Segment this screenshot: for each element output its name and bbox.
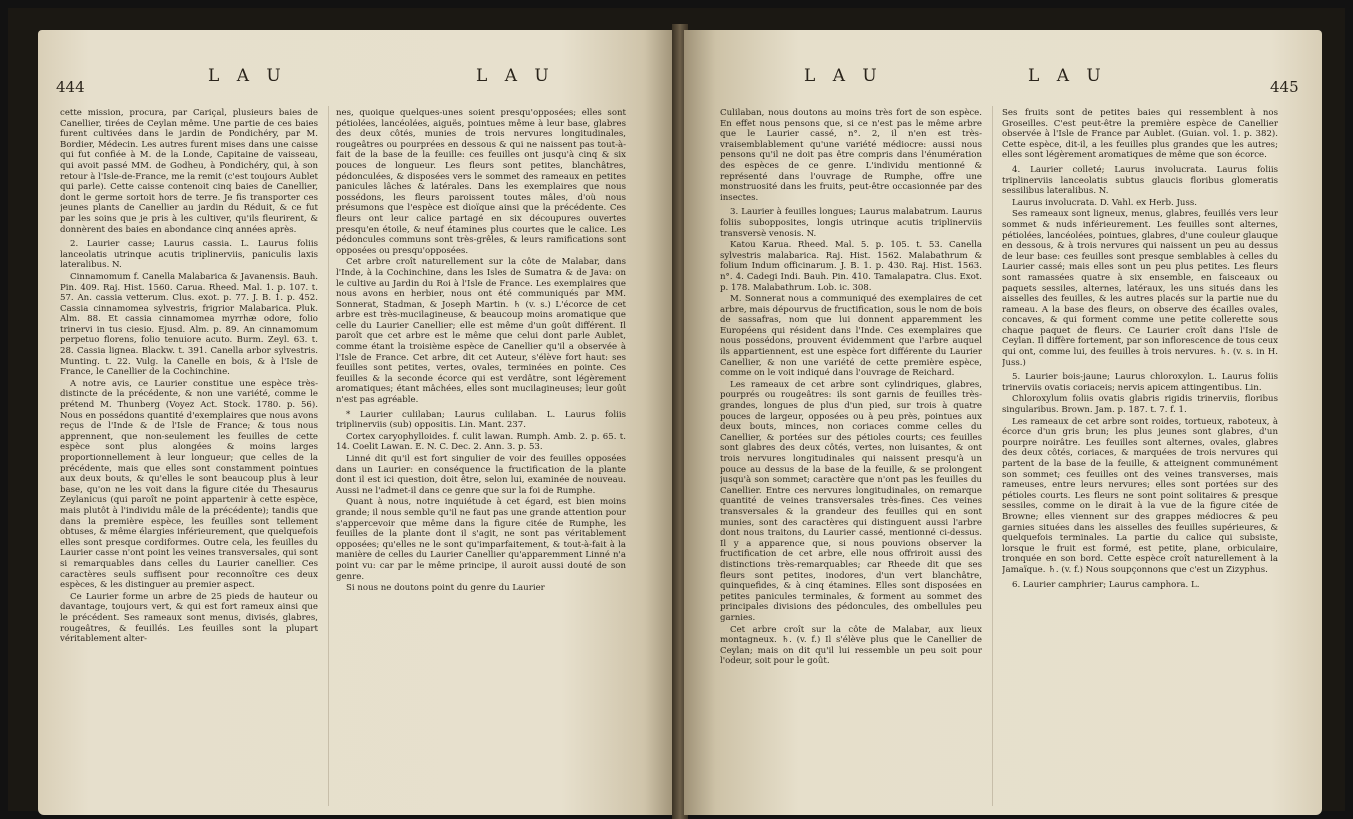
species-entry: 2. Laurier casse; Laurus cassia. L. Laurus foliis lanceolatis utrinque acutis triplinerviis, paniculis laxis lateralibus. N. (60, 239, 318, 271)
paragraph: Linné dit qu'il est fort singulier de voir des feuilles opposées dans un Laurier: en conséquence la fructification de la plante dont il est ici question, doit être, selon lui, examinée de nouveau. Aussi ne l'admet-il dans ce genre que sur la foi de Rumphe. (336, 454, 626, 496)
paragraph: M. Sonnerat nous a communiqué des exemplaires de cet arbre, mais dépourvus de fructification, sous le nom de bois de sassafras, nom que lui donnent apparemment les Européens qui résident dans l'Inde. Ces exemplaires que nous possédons, prouvent évidemment que l'arbre auquel ils appartiennent, est une espèce fort différente du Laurier Canellier, & non une variété de cette première espèce, comme on le voit indiqué dans l'ouvrage de Reichard. (720, 294, 982, 379)
left-page-number: 444 (56, 78, 85, 96)
column-divider (992, 106, 993, 806)
paragraph: Ses fruits sont de petites baies qui ressemblent à nos Groseilles. C'est peut-être la première espèce de Canellier observée à l'Isle de France par Aublet. (Guian. vol. 1. p. 382). Cette espèce, dit-il, a les feuilles plus grandes que les autres; elles sont légèrement aromatiques de même que son écorce. (1002, 108, 1278, 161)
species-entry: 5. Laurier bois-jaune; Laurus chloroxylon. L. Laurus foliis trinerviis ovatis coriaceis; nervis apicem attingentibus. Lin. (1002, 372, 1278, 393)
right-page (684, 30, 1322, 815)
paragraph: Cet arbre croît naturellement sur la côte de Malabar, dans l'Inde, à la Cochinchine, dans les Isles de Sumatra & de Java: on le cultive au Jardin du Roi à l'Isle de France. Les exemplaires que nous avons en herbier, nous ont été communiqués par MM. Sonnerat, Stadman, & Joseph Martin. ♄ (v. s.) L'écorce de cet arbre est très-mucilagineuse, & beaucoup moins aromatique que celle du Laurier Canellier; elle est même d'un goût différent. Il paroît que cet arbre est le même que celui dont parle Aublet, comme étant la troisième espèce de Canellier qu'il a observée à l'Isle de France. Cet arbre, dit cet Auteur, s'élève fort haut: ses feuilles sont petites, vertes, ovales, terminées en pointe. Ces feuilles & la seconde écorce qui est verdâtre, sont légèrement aromatiques; étant mâchées, elles sont mucilagineuses; leur goût n'est pas agréable. (336, 257, 626, 406)
paragraph: cette mission, procura, par Cariçal, plusieurs baies de Canellier, tirées de Ceylan même. Une partie de ces baies furent cultivées dans le jardin de Pondichéry, par M. Bordier, Médecin. Les autres furent mises dans une caisse qui fut confiée à M. de la Londe, Capitaine de vaisseau, qui avoit passé MM. de Godheu, à Pondichéry, qui, à son retour à l'Isle-de-France, me la remit (c'est toujours Aublet qui parle). Cette caisse contenoit cinq baies de Canellier, dont le germe sortoit hors de terre. Je fis transporter ces jeunes plants de Canellier au jardin du Réduit, & ce fut par les soins que je pris à les cultiver, qu'ils fleurirent, & donnèrent des baies en abondance cinq années après. (60, 108, 318, 235)
paragraph: A notre avis, ce Laurier constitue une espèce très-distincte de la précédente, & non une variété, comme le prétend M. Thunberg (Voyez Act. Stock. 1780. p. 56). Nous en possédons quantité d'exemplaires que nous avons reçus de l'Inde & de l'Isle de France; & tous nous apprennent, que non-seulement les feuilles de cette espèce sont plus alongées & moins larges proportionnellement à leur longueur; que celles de la précédente, mais que elles sont constamment pointues aux deux bouts, & qu'elles le sont beaucoup plus à leur base, qu'on ne les voit dans la figure citée du Thesaurus Zeylanicus (qui paroît ne point appartenir à cette espèce, mais plutôt à l'individu mâle de la précédente); tandis que dans la première espèce, les feuilles sont tellement obtuses, & même élargies inférieurement, que quelquefois elles sont presque cordiformes. Outre cela, les feuilles du Laurier casse n'ont point les veines transversales, qui sont si remarquables dans celles du Laurier canellier. Ces caractères seuls suffisent pour reconnoître ces deux espèces, & les distinguer au premier aspect. (60, 378, 318, 591)
species-entry: 6. Laurier camphrier; Laurus camphora. L. (1012, 579, 1200, 590)
right-page-number: 445 (1270, 78, 1299, 96)
paragraph: Les rameaux de cet arbre sont cylindriques, glabres, pourprés ou rougeâtres: ils sont garnis de feuilles très-grandes, longues de plus d'un pied, sur trois à quatre pouces de largeur, opposées ou à peu près, pointues aux deux bouts, minces, non coriaces comme celles du Canellier, & portées sur des pétioles courts; ces feuilles sont glabres des deux côtés, vertes, non luisantes, & ont trois nervures longitudinales qui naissent presqu'à un pouce au dessus de la base de la feuille, & se prolongent jusqu'à son sommet; caractère que n'ont pas les feuilles du Canellier. Entre ces nervures longitudinales, on remarque quantité de veines transversales très-fines. Ces veines transversales & la grandeur des feuilles qui en sont munies, sont des caractères qui distinguent aussi l'arbre dont nous traitons, du Laurier cassé, mentionné ci-dessus. Il y a apparence que, si nous pouvions observer la fructification de cet arbre, elle nous offriroit aussi des distinctions très-remarquables; car Rheede dit que ses fleurs sont petites, inodores, d'un vert blanchâtre, quinquefides, & à cinq étamines. Elles sont disposées en petites panicules terminales, & forment au sommet des principales divisions des pédoncules, des ombellules peu garnies. (720, 379, 982, 623)
paragraph: Cinnamomum f. Canella Malabarica & Javanensis. Bauh. Pin. 409. Raj. Hist. 1560. Carua. Rheed. Mal. 1. p. 107. t. 57. An. cassia vetterum. Clus. exot. p. 77. J. B. 1. p. 452. Cassia cinnamomea sylvestris, frigrior Malabarica. Pluk. Alm. 88. Et cassia cinnamomea myrrhæ odore, folio trinervi in tus ciesio. Ejusd. Alm. p. 89. An cinnamomum perpetuo florens, folio tenuiore acuto. Burm. Zeyl. 63. t. 28. Cassia lignea. Blackw. t. 391. Canella arbor sylvestris. Munting. t. 22. Vulg. la Canelle en bois, & à l'Isle de France, le Canellier de la Cochinchine. (60, 271, 318, 378)
left-column-1 (60, 108, 318, 808)
species-entry: 4. Laurier colleté; Laurus involucrata. Laurus foliis triplinerviis lanceolatis subtus glaucis floribus glomeratis sessilibus lateralibus. N. (1002, 164, 1278, 197)
paragraph: Katou Karua. Rheed. Mal. 5. p. 105. t. 53. Canella sylvestris malabarica. Raj. Hist. 1562. Malabathrum & folium Indum officinarum. J. B. 1. p. 430. Raj. Hist. 1563. n°. 4. Cadegi Indi. Bauh. Pin. 410. Tamalapatra. Clus. Exot. p. 178. Malabathrum. Lob. ic. 308. (720, 240, 982, 293)
paragraph: Chloroxylum foliis ovatis glabris rigidis trinerviis, floribus singularibus. Brown. Jam. p. 187. t. 7. f. 1. (1002, 394, 1278, 416)
paragraph: Culilaban, nous doutons au moins très fort de son espèce. En effet nous pensons que, si ce n'est pas le même arbre que le Laurier cassé, n°. 2, il n'en est très-vraisemblablement qu'une variété médiocre: aussi nous pensons qu'il ne doit pas être compris dans l'énumération des espèces de ce genre. L'individu mentionné & représenté dans l'ouvrage de Rumphe, offre une monstruosité dans les fruits, peut-être occasionnée par des insectes. (720, 108, 982, 203)
left-column-2 (336, 108, 626, 808)
species-entry: 3. Laurier à feuilles longues; Laurus malabatrum. Laurus foliis subopposites, longis utrinque acutis triplinerviis transversè venosis. N. (720, 207, 982, 239)
left-running-head-1: L A U (208, 66, 287, 86)
paragraph: nes, quoique quelques-unes soient presqu'opposées; elles sont pétiolées, lancéolées, aiguës, pointues même à leur base, glabres des deux côtés, munies de trois nervures longitudinales, rougeâtres ou pourprées en dessous & qui ne naissent pas tout-à-fait de la base de la feuille: ces feuilles ont jusqu'à cinq & six pouces de longueur. Les fleurs sont petites, blanchâtres, pédonculées, & disposées vers le sommet des rameaux en petites panicules lâches & latérales. Dans les exemplaires que nous possédons, les fleurs paroissent toutes mâles, d'où nous présumons que l'espèce est dioïque ainsi que la précédente. Ces fleurs ont leur calice partagé en six découpures ouvertes presqu'en étoile, & neuf étamines plus courtes que le calice. Les pédoncules communs sont très-grêles, & leurs ramifications sont opposées ou presqu'opposées. (336, 108, 626, 256)
right-column-2 (1002, 108, 1278, 808)
paragraph: Ce Laurier forme un arbre de 25 pieds de hauteur ou davantage, toujours vert, & qui est fort rameux ainsi que le précédent. Ses rameaux sont menus, divisés, glabres, rougeâtres, & feuillés. Les feuilles sont la plupart véritablement alter- (60, 591, 318, 645)
paragraph: Cortex caryophylloides. f. culit lawan. Rumph. Amb. 2. p. 65. t. 14. Coelit Lawan. E. N. C. Dec. 2. Ann. 3. p. 53. (336, 431, 626, 453)
paragraph: Laurus involucrata. D. Vahl. ex Herb. Juss. (1012, 197, 1198, 208)
right-column-1 (720, 108, 982, 808)
left-page (38, 30, 676, 815)
paragraph: Les rameaux de cet arbre sont roides, tortueux, raboteux, à écorce d'un gris brun; les plus jeunes sont glabres, d'un pourpre noirâtre. Les feuilles sont alternes, ovales, glabres des deux côtés, coriaces, & marquées de trois nervures qui partent de la base de la feuille, & atteignent communément son sommet; ces feuilles ont des veines transverses, mais rameuses, entre leurs nervures; elles sont portées sur des pétioles courts. Les fleurs ne sont point solitaires & presque sessiles, comme on le dirait à la vue de la figure citée de Browne; elles viennent sur des grappes médiocres & peu garnies situées dans les aisselles des feuilles supérieures, & quelquefois terminales. La partie du calice qui subsiste, lorsque le fruit est formé, est petite, plane, orbiculaire, tronquée en son bord. Cette espèce croît naturellement à la Jamaïque. ♄. (v. f.) Nous soupçonnons que c'est un Zizyphus. (1002, 416, 1278, 575)
right-running-head-2: L A U (1028, 66, 1107, 86)
paragraph: Ses rameaux sont ligneux, menus, glabres, feuillés vers leur sommet & nuds inférieurement. Les feuilles sont alternes, pétiolées, lancéolées, pointues, glabres, d'une couleur glauque en dessous, & à trois nervures qui naissent un peu au dessus de leur base: ces feuilles sont presque semblables à celles du Laurier cassé; mais elles sont un peu plus petites. Les fleurs sont ramassées quatre à six ensemble, en faisceaux ou paquets sessiles, alternes, latéraux, les uns situés dans les aisselles des feuilles, & les autres placés sur la partie nue du rameau. A la base des fleurs, on observe des écailles ovales, concaves, & qui forment comme une petite collerette sous chaque paquet de fleurs. Ce Laurier croît dans l'Isle de Ceylan. Il diffère fortement, par son inflorescence de tous ceux qui ont, comme lui, des feuilles à trois nervures. ♄. (v. s. in H. Juss.) (1002, 209, 1278, 368)
book-spread (8, 8, 1345, 811)
paragraph: Quant à nous, notre inquiétude à cet égard, est bien moins grande; il nous semble qu'il ne faut pas une grande attention pour s'appercevoir que même dans la figure citée de Rumphe, les feuilles de la plante dont il s'agit, ne sont pas véritablement opposées; qu'elles ne le sont qu'imparfaitement, & tout-à-fait à la manière de celles du Laurier Canellier qu'apparemment Linné n'a point vu: car par le même principe, il auroit aussi douté de son genre. (336, 497, 626, 582)
right-running-head-1: L A U (804, 66, 883, 86)
species-entry: * Laurier culilaban; Laurus culilaban. L. Laurus foliis triplinerviis (sub) oppositis. Lin. Mant. 237. (336, 409, 626, 431)
paragraph: Si nous ne doutons point du genre du Laurier (346, 583, 545, 594)
column-divider (328, 106, 329, 806)
left-running-head-2: L A U (476, 66, 555, 86)
paragraph: Cet arbre croît sur la côte de Malabar, aux lieux montagneux. ♄. (v. f.) Il s'élève plus que le Canellier de Ceylan; mais on dit qu'il lui ressemble un peu soit pour l'odeur, soit pour le goût. (720, 624, 982, 667)
